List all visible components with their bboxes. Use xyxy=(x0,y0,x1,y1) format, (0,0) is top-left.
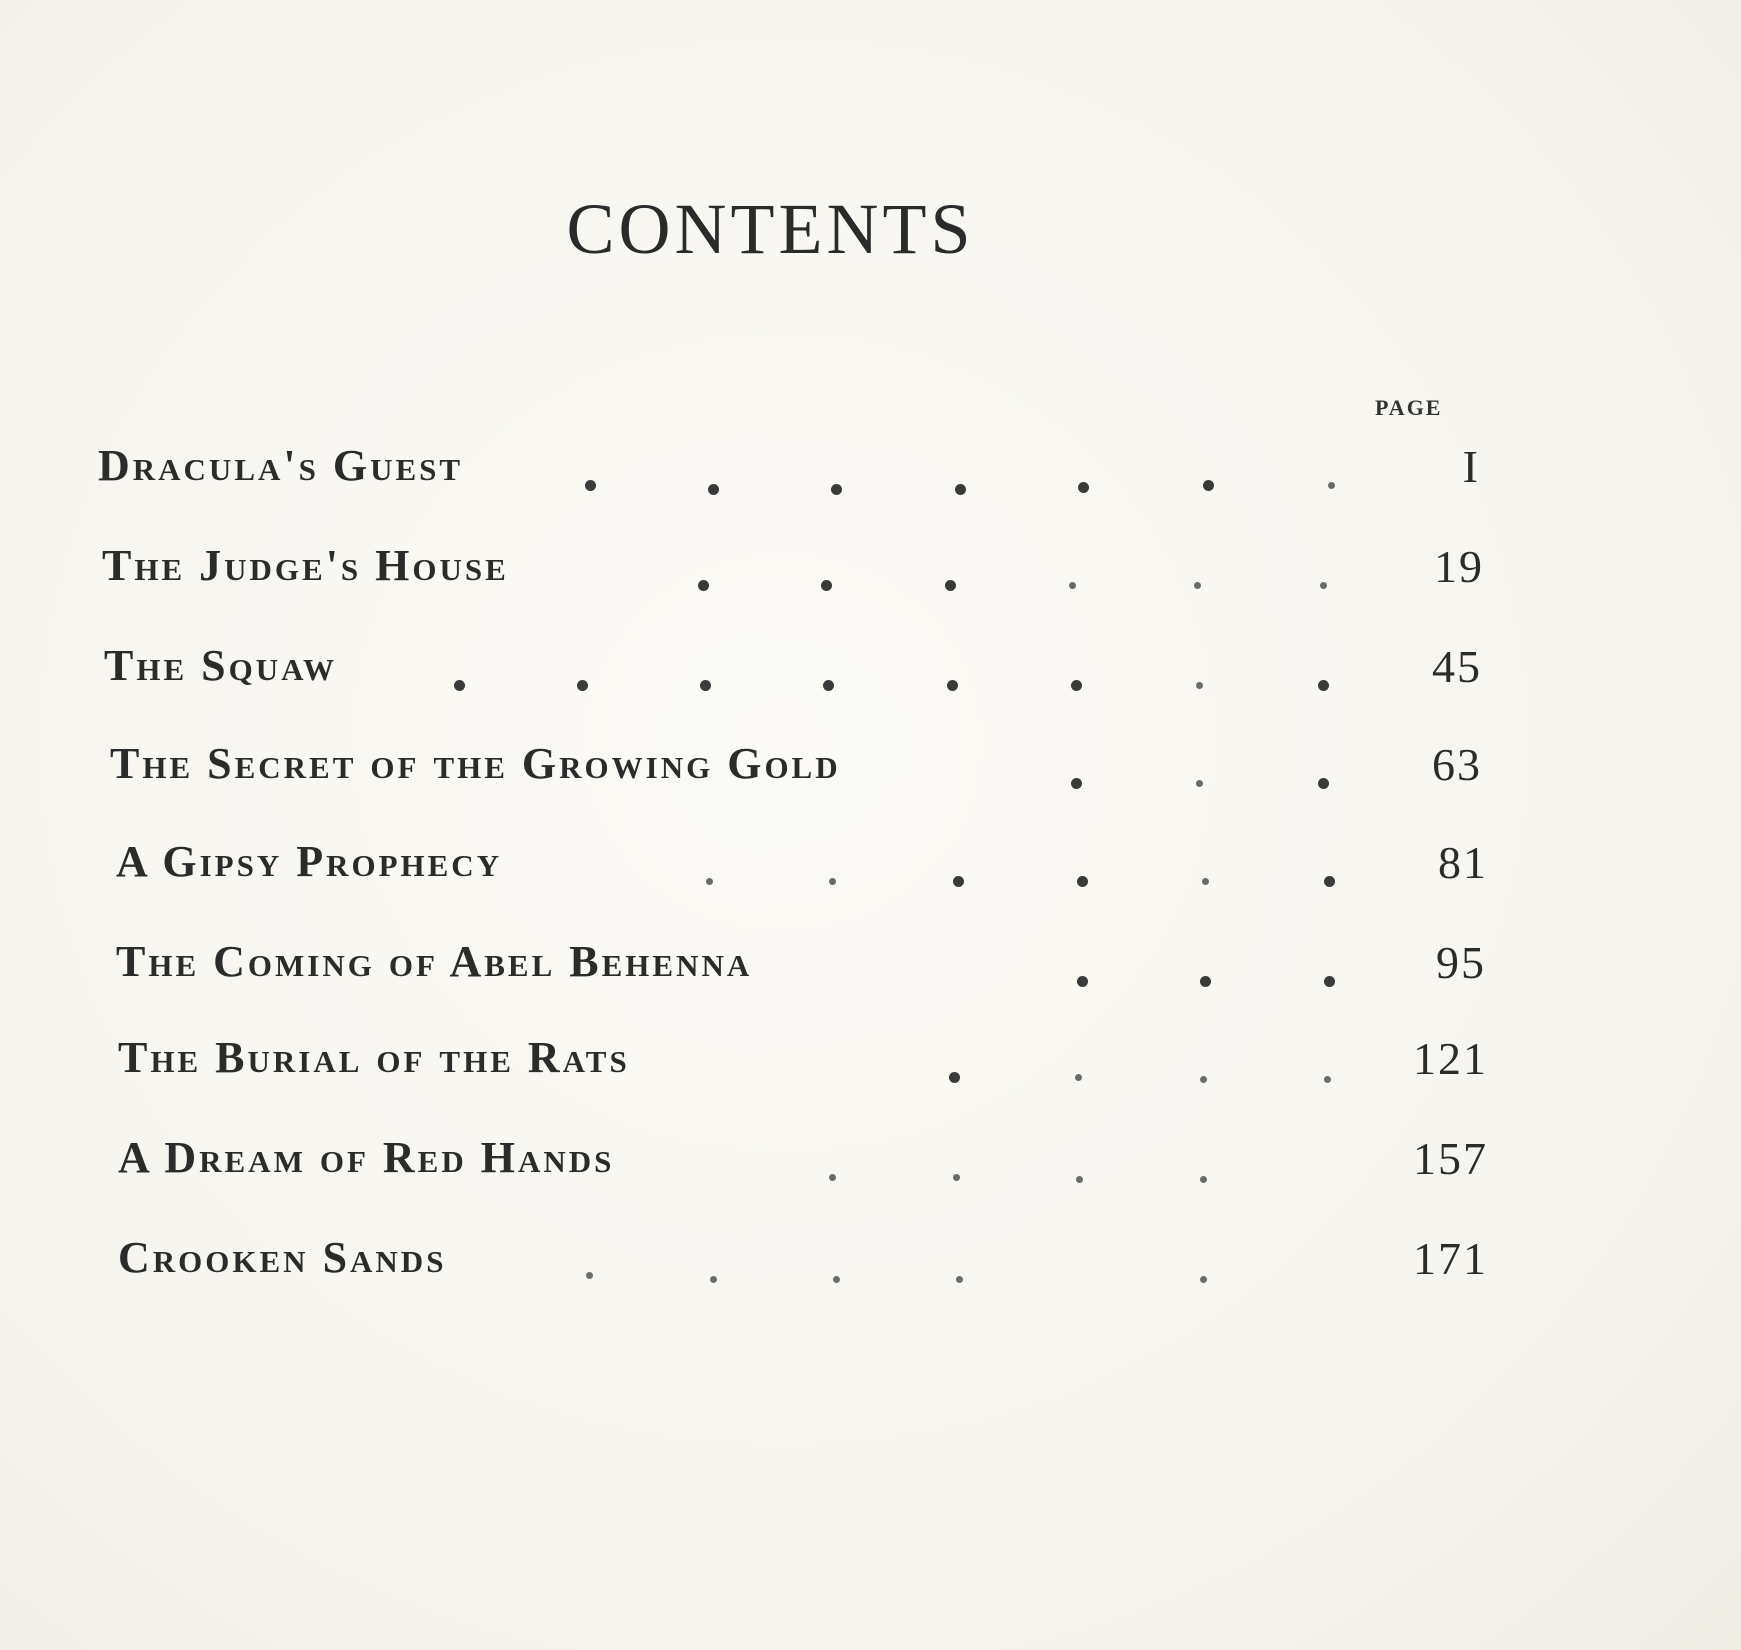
toc-entry xyxy=(116,936,1516,1016)
leader-dot xyxy=(955,484,966,495)
leader-dot xyxy=(1200,976,1211,987)
toc-entry-page: 45 xyxy=(1432,641,1482,692)
toc-entry-page: 121 xyxy=(1413,1033,1488,1084)
leader-dot xyxy=(1076,1176,1083,1183)
leader-dot xyxy=(1318,680,1329,691)
leader-dot xyxy=(700,680,711,691)
leader-dot xyxy=(953,1174,960,1181)
toc-entry-title: Crooken Sands xyxy=(118,1233,447,1282)
leader-dot xyxy=(949,1072,960,1083)
page-column-label: PAGE xyxy=(1375,395,1443,420)
leader-dot xyxy=(1324,876,1335,887)
leader-dot xyxy=(1328,482,1335,489)
leader-dot xyxy=(1324,976,1335,987)
leader-dot xyxy=(953,876,964,887)
toc-entry-title: A Gipsy Prophecy xyxy=(116,837,503,886)
leader-dot xyxy=(585,480,596,491)
toc-entry xyxy=(110,738,1510,818)
leader-dot xyxy=(833,1276,840,1283)
toc-entry xyxy=(102,540,1502,620)
toc-entry-title: The Squaw xyxy=(104,641,338,690)
leader-dot xyxy=(1200,1076,1207,1083)
leader-dot xyxy=(454,680,465,691)
toc-entry-page: I xyxy=(1462,441,1480,492)
toc-entry-page: 19 xyxy=(1434,541,1484,592)
toc-entry xyxy=(104,640,1504,720)
leader-dot xyxy=(1071,680,1082,691)
toc-entry xyxy=(118,1032,1518,1112)
leader-dot xyxy=(956,1276,963,1283)
leader-dot xyxy=(1077,876,1088,887)
toc-entry xyxy=(116,836,1516,916)
leader-dot xyxy=(821,580,832,591)
leader-dot xyxy=(1078,482,1089,493)
leader-dot xyxy=(586,1272,593,1279)
leader-dot xyxy=(708,484,719,495)
leader-dot xyxy=(823,680,834,691)
leader-dot xyxy=(1077,976,1088,987)
page-title: CONTENTS xyxy=(566,189,975,269)
toc-entry-title: The Secret of the Growing Gold xyxy=(110,739,841,788)
toc-entry-page: 95 xyxy=(1436,937,1486,988)
leader-dot xyxy=(1196,780,1203,787)
leader-dot xyxy=(1194,582,1201,589)
toc-entry-title: The Burial of the Rats xyxy=(118,1033,630,1082)
leader-dot xyxy=(1202,878,1209,885)
leader-dot xyxy=(1069,582,1076,589)
toc-entry-title: Dracula's Guest xyxy=(98,441,464,490)
toc-entry xyxy=(118,1132,1518,1212)
leader-dot xyxy=(1200,1276,1207,1283)
toc-entry-title: A Dream of Red Hands xyxy=(118,1133,615,1182)
leader-dot xyxy=(829,1174,836,1181)
leader-dot xyxy=(945,580,956,591)
toc-entry-page: 81 xyxy=(1438,837,1488,888)
toc-entry xyxy=(118,1232,1518,1312)
leader-dot xyxy=(1318,778,1329,789)
leader-dot xyxy=(1075,1074,1082,1081)
leader-dot xyxy=(1320,582,1327,589)
leader-dot xyxy=(1196,682,1203,689)
leader-dot xyxy=(698,580,709,591)
toc-entry-title: The Judge's House xyxy=(102,541,509,590)
leader-dot xyxy=(947,680,958,691)
toc-entry-title: The Coming of Abel Behenna xyxy=(116,937,753,986)
leader-dot xyxy=(829,878,836,885)
toc-entry xyxy=(98,440,1498,520)
leader-dot xyxy=(1200,1176,1207,1183)
leader-dot xyxy=(1071,778,1082,789)
toc-entry-page: 157 xyxy=(1413,1133,1488,1184)
leader-dot xyxy=(831,484,842,495)
leader-dot xyxy=(577,680,588,691)
leader-dot xyxy=(710,1276,717,1283)
leader-dot xyxy=(706,878,713,885)
leader-dot xyxy=(1324,1076,1331,1083)
toc-entry-page: 171 xyxy=(1413,1233,1488,1284)
toc-entry-page: 63 xyxy=(1432,739,1482,790)
leader-dot xyxy=(1203,480,1214,491)
